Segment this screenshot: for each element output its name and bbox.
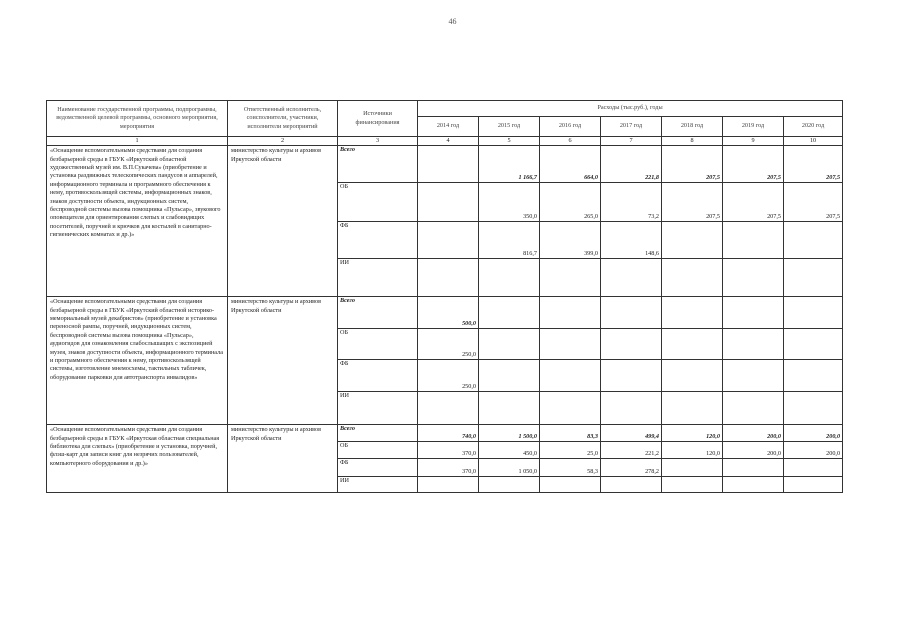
amount-cell	[784, 297, 843, 329]
header-program: Наименование государственной программы, подпрограммы, ведомственной целевой программы, основного мероприятия, мероприятия	[47, 101, 228, 137]
amount-cell: 221,8	[601, 146, 662, 183]
funding-source: ФБ	[338, 360, 418, 392]
funding-source: Всего	[338, 146, 418, 183]
amount-cell: 221,2	[601, 442, 662, 459]
header-source: Источники финансирования	[338, 101, 418, 137]
amount-cell	[784, 360, 843, 392]
amount-cell: 207,5	[662, 183, 723, 222]
amount-cell: 120,0	[662, 425, 723, 442]
amount-cell	[784, 222, 843, 259]
amount-cell	[540, 259, 601, 297]
amount-cell: 500,0	[418, 297, 479, 329]
column-number: 4	[418, 137, 479, 146]
table-row	[47, 146, 843, 183]
funding-source: Всего	[338, 297, 418, 329]
measure-description: «Оснащение вспомогательными средствами для создания безбарьерной среды в ГБУК «Иркутский областной историко-мемориальный музей декабристов» (приобретение и установка переносной рампы, поручней, индукционных систем, беспроводной системы вызова помощника «Пульсар», аудиогидов для ознакомления слабослышащих с экспозицией музея, знаков доступности объекта, информационного терминала и программного обеспечения к нему, противоскользящей системы, изготовление мнемосхемы, тактильных табличек, оборудование парковки для автотранспорта инвалидов»	[47, 297, 228, 425]
table-row	[47, 425, 843, 442]
header-year: 2016 год	[540, 117, 601, 137]
amount-cell	[784, 259, 843, 297]
amount-cell	[662, 459, 723, 477]
amount-cell	[723, 222, 784, 259]
amount-cell: 200,0	[723, 425, 784, 442]
amount-cell	[662, 360, 723, 392]
amount-cell: 278,2	[601, 459, 662, 477]
amount-cell	[784, 459, 843, 477]
budget-table	[46, 100, 843, 493]
funding-source: ФБ	[338, 459, 418, 477]
amount-cell: 83,3	[540, 425, 601, 442]
amount-cell	[479, 259, 540, 297]
amount-cell: 200,0	[784, 442, 843, 459]
column-number: 3	[338, 137, 418, 146]
amount-cell: 207,5	[723, 146, 784, 183]
funding-source: ОБ	[338, 442, 418, 459]
amount-cell	[418, 259, 479, 297]
amount-cell	[601, 259, 662, 297]
column-number: 2	[228, 137, 338, 146]
amount-cell: 207,5	[662, 146, 723, 183]
amount-cell: 25,0	[540, 442, 601, 459]
amount-cell	[662, 477, 723, 493]
amount-cell	[601, 329, 662, 360]
amount-cell: 207,5	[784, 183, 843, 222]
amount-cell	[662, 392, 723, 425]
measure-description: «Оснащение вспомогательными средствами для создания безбарьерной среды в ГБУК «Иркутский областной художественный музей им. В.П.Сукачева» (приобретение и установка раздвижных телескопических пандусов и аппарелей, информационного терминала и программного обеспечения к нему, противоскользящей системы, информационных знаков, знаков доступности объекта, индукционных систем, беспроводной системы вызова помощника «Пульсар», звукового оповещателя для ориентирования слепых и слабовидящих посетителей, поручней и крючков для костылей в санитарно-гигиенических комнатах и др.)»	[47, 146, 228, 297]
amount-cell	[418, 392, 479, 425]
amount-cell	[479, 392, 540, 425]
column-number: 9	[723, 137, 784, 146]
column-number: 5	[479, 137, 540, 146]
amount-cell	[418, 477, 479, 493]
executor: министерство культуры и архивов Иркутской области	[228, 146, 338, 297]
amount-cell	[540, 477, 601, 493]
amount-cell	[723, 297, 784, 329]
amount-cell: 250,0	[418, 360, 479, 392]
amount-cell: 207,5	[723, 183, 784, 222]
amount-cell: 740,0	[418, 425, 479, 442]
amount-cell	[479, 360, 540, 392]
amount-cell: 816,7	[479, 222, 540, 259]
measure-description: «Оснащение вспомогательными средствами для создания безбарьерной среды в ГБУК «Иркутская областная специальная библиотека для слепых» (приобретение и установка, поручней, флэш-карт для записи книг для незрячих пользователей, компьютерного оборудования и др.)»	[47, 425, 228, 493]
amount-cell: 120,0	[662, 442, 723, 459]
header-year: 2018 год	[662, 117, 723, 137]
amount-cell	[418, 183, 479, 222]
amount-cell	[723, 259, 784, 297]
amount-cell	[479, 477, 540, 493]
header-year: 2017 год	[601, 117, 662, 137]
amount-cell	[723, 477, 784, 493]
amount-cell	[540, 329, 601, 360]
header-year: 2014 год	[418, 117, 479, 137]
column-number: 7	[601, 137, 662, 146]
amount-cell	[784, 477, 843, 493]
column-number: 6	[540, 137, 601, 146]
funding-source: ИИ	[338, 259, 418, 297]
header-year: 2015 год	[479, 117, 540, 137]
funding-source: ИИ	[338, 392, 418, 425]
amount-cell	[662, 222, 723, 259]
header-year: 2020 год	[784, 117, 843, 137]
amount-cell: 58,3	[540, 459, 601, 477]
funding-source: ФБ	[338, 222, 418, 259]
amount-cell: 499,4	[601, 425, 662, 442]
amount-cell: 1 166,7	[479, 146, 540, 183]
amount-cell: 73,2	[601, 183, 662, 222]
funding-source: Всего	[338, 425, 418, 442]
amount-cell	[540, 297, 601, 329]
page-number: 46	[448, 17, 457, 26]
amount-cell: 148,6	[601, 222, 662, 259]
amount-cell: 207,5	[784, 146, 843, 183]
amount-cell	[662, 329, 723, 360]
amount-cell: 450,0	[479, 442, 540, 459]
amount-cell: 370,0	[418, 459, 479, 477]
amount-cell	[723, 392, 784, 425]
amount-cell: 1 050,0	[479, 459, 540, 477]
executor: министерство культуры и архивов Иркутской области	[228, 425, 338, 493]
amount-cell	[601, 392, 662, 425]
header-executor: Ответственный исполнитель, соисполнители, участники, исполнители мероприятий	[228, 101, 338, 137]
column-number: 1	[47, 137, 228, 146]
funding-source: ОБ	[338, 329, 418, 360]
column-number: 8	[662, 137, 723, 146]
amount-cell	[662, 259, 723, 297]
amount-cell	[601, 360, 662, 392]
amount-cell	[418, 222, 479, 259]
amount-cell	[540, 360, 601, 392]
amount-cell: 250,0	[418, 329, 479, 360]
amount-cell: 200,0	[784, 425, 843, 442]
amount-cell	[784, 329, 843, 360]
amount-cell	[723, 360, 784, 392]
amount-cell: 1 500,0	[479, 425, 540, 442]
amount-cell: 399,0	[540, 222, 601, 259]
amount-cell	[540, 392, 601, 425]
header-expenses: Расходы (тыс.руб.), годы	[418, 101, 843, 117]
amount-cell	[784, 392, 843, 425]
amount-cell: 664,0	[540, 146, 601, 183]
amount-cell	[479, 297, 540, 329]
amount-cell	[662, 297, 723, 329]
funding-source: ОБ	[338, 183, 418, 222]
header-year: 2019 год	[723, 117, 784, 137]
table-row	[47, 297, 843, 329]
amount-cell	[479, 329, 540, 360]
amount-cell: 370,0	[418, 442, 479, 459]
amount-cell	[601, 297, 662, 329]
funding-source: ИИ	[338, 477, 418, 493]
amount-cell	[723, 329, 784, 360]
executor: министерство культуры и архивов Иркутской области	[228, 297, 338, 425]
amount-cell: 350,0	[479, 183, 540, 222]
column-number: 10	[784, 137, 843, 146]
amount-cell	[601, 477, 662, 493]
amount-cell: 265,0	[540, 183, 601, 222]
amount-cell	[723, 459, 784, 477]
amount-cell: 200,0	[723, 442, 784, 459]
amount-cell	[418, 146, 479, 183]
